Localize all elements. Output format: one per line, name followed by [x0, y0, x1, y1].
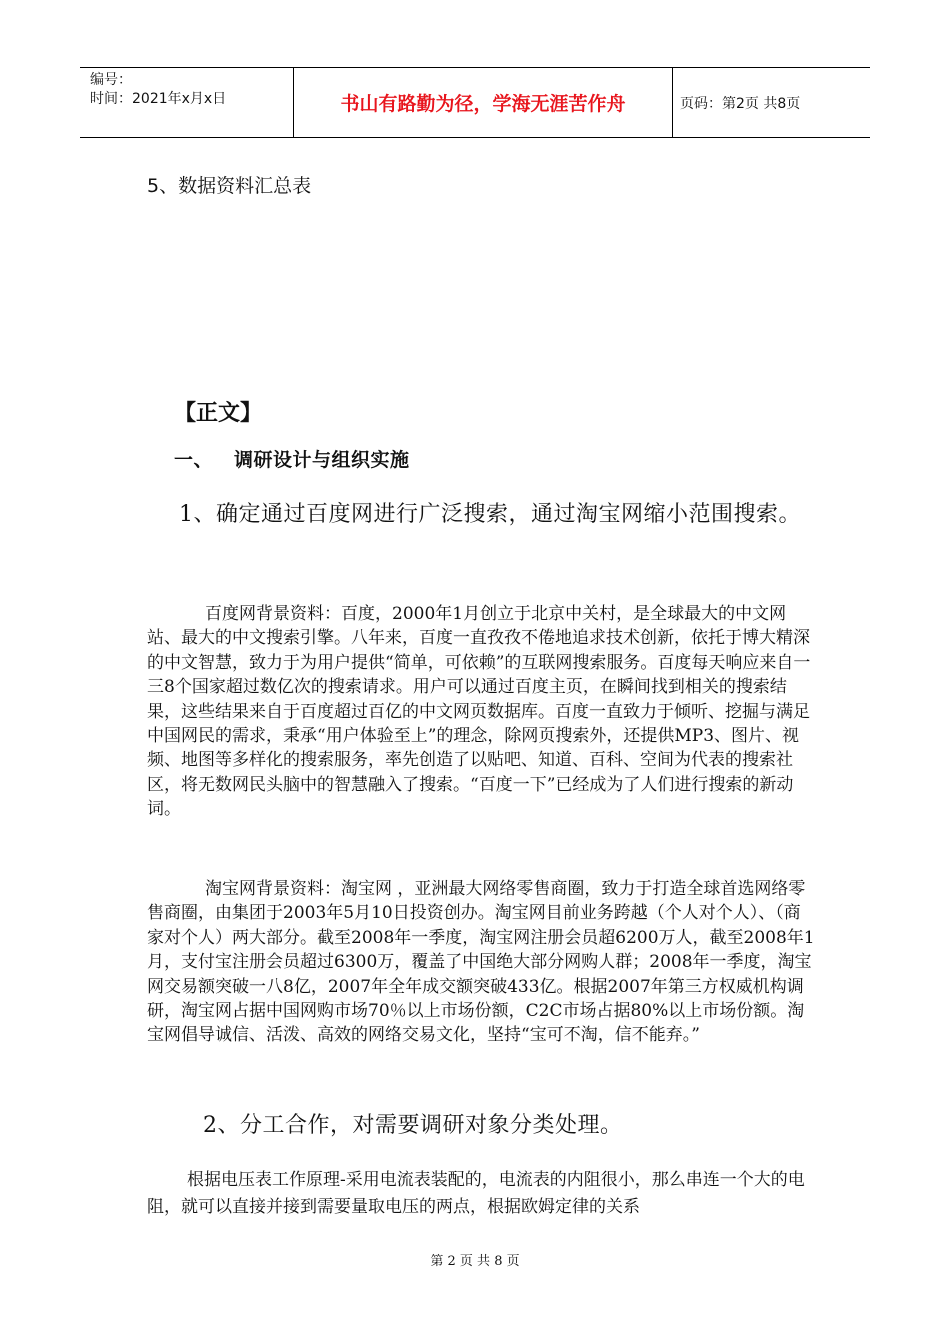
- item-1: 1、确定通过百度网进行广泛搜索，通过淘宝网缩小范围搜索。: [179, 502, 801, 527]
- paragraph-taobao: 淘宝网背景资料：淘宝网 ，亚洲最大网络零售商圈，致力于打造全球首选网络零售商圈，由集团于2003年5月10日投资创办。淘宝网目前业务跨越（个人对个人）、（商家对个人）两大部分。截至2008年一季度，淘宝网注册会员超6200万人，截至2008年1月，支付宝注册会员超过6300万，覆盖了中国绝大部分网购人群；2008年一季度，淘宝网交易额突破一八8亿，2007年全年成交额突破433亿。根据2007年第三方权威机构调研，淘宝网占据中国网购市场70％以上市场份额，C2C市场占据80%以上市场份额。淘宝网倡导诚信、活泼、高效的网络交易文化，坚持“宝可不淘，信不能弃。”: [147, 879, 815, 1046]
- page-header: [80, 67, 870, 138]
- paragraph-voltage: 根据电压表工作原理-采用电流表装配的，电流表的内阻很小，那么串连一个大的电阻，就可以直接并接到需要量取电压的两点，根据欧姆定律的关系: [147, 1170, 805, 1217]
- item-2: 2、分工合作，对需要调研对象分类处理。: [203, 1113, 623, 1138]
- paragraph-baidu: 百度网背景资料：百度，2000年1月创立于北京中关村，是全球最大的中文网站、最大的中文搜索引擎。八年来，百度一直孜孜不倦地追求技术创新，依托于博大精深的中文智慧，致力于为用户提供“简单，可依赖”的互联网搜索服务。百度每天响应来自一三8个国家超过数亿次的搜索请求。用户可以通过百度主页，在瞬间找到相关的搜索结果，这些结果来自于百度超过百亿的中文网页数据库。百度一直致力于倾听、挖掘与满足中国网民的需求，秉承“用户体验至上”的理念，除网页搜索外，还提供MP3、图片、视频、地图等多样化的搜索服务，率先创造了以贴吧、知道、百科、空间为代表的搜索社区，将无数网民头脑中的智慧融入了搜索。“百度一下”已经成为了人们进行搜索的新动词。: [147, 604, 811, 820]
- page-footer: 第 2 页 共 8 页: [430, 1254, 520, 1269]
- header-number: 编号：: [90, 72, 132, 88]
- header-meta: [80, 68, 294, 137]
- heading-1: [174, 445, 410, 472]
- header-page-number: 页码：第2页 共8页: [680, 95, 801, 112]
- header-motto: 书山有路勤为径，学海无涯苦作舟: [294, 68, 673, 137]
- heading-1-number: 一、: [174, 449, 214, 471]
- heading-1-text: 调研设计与组织实施: [234, 449, 410, 471]
- main-heading: 【正文】: [174, 401, 263, 426]
- section-5-title: 5、数据资料汇总表: [147, 175, 312, 197]
- header-time: 时间：2021年x月x日: [90, 91, 227, 107]
